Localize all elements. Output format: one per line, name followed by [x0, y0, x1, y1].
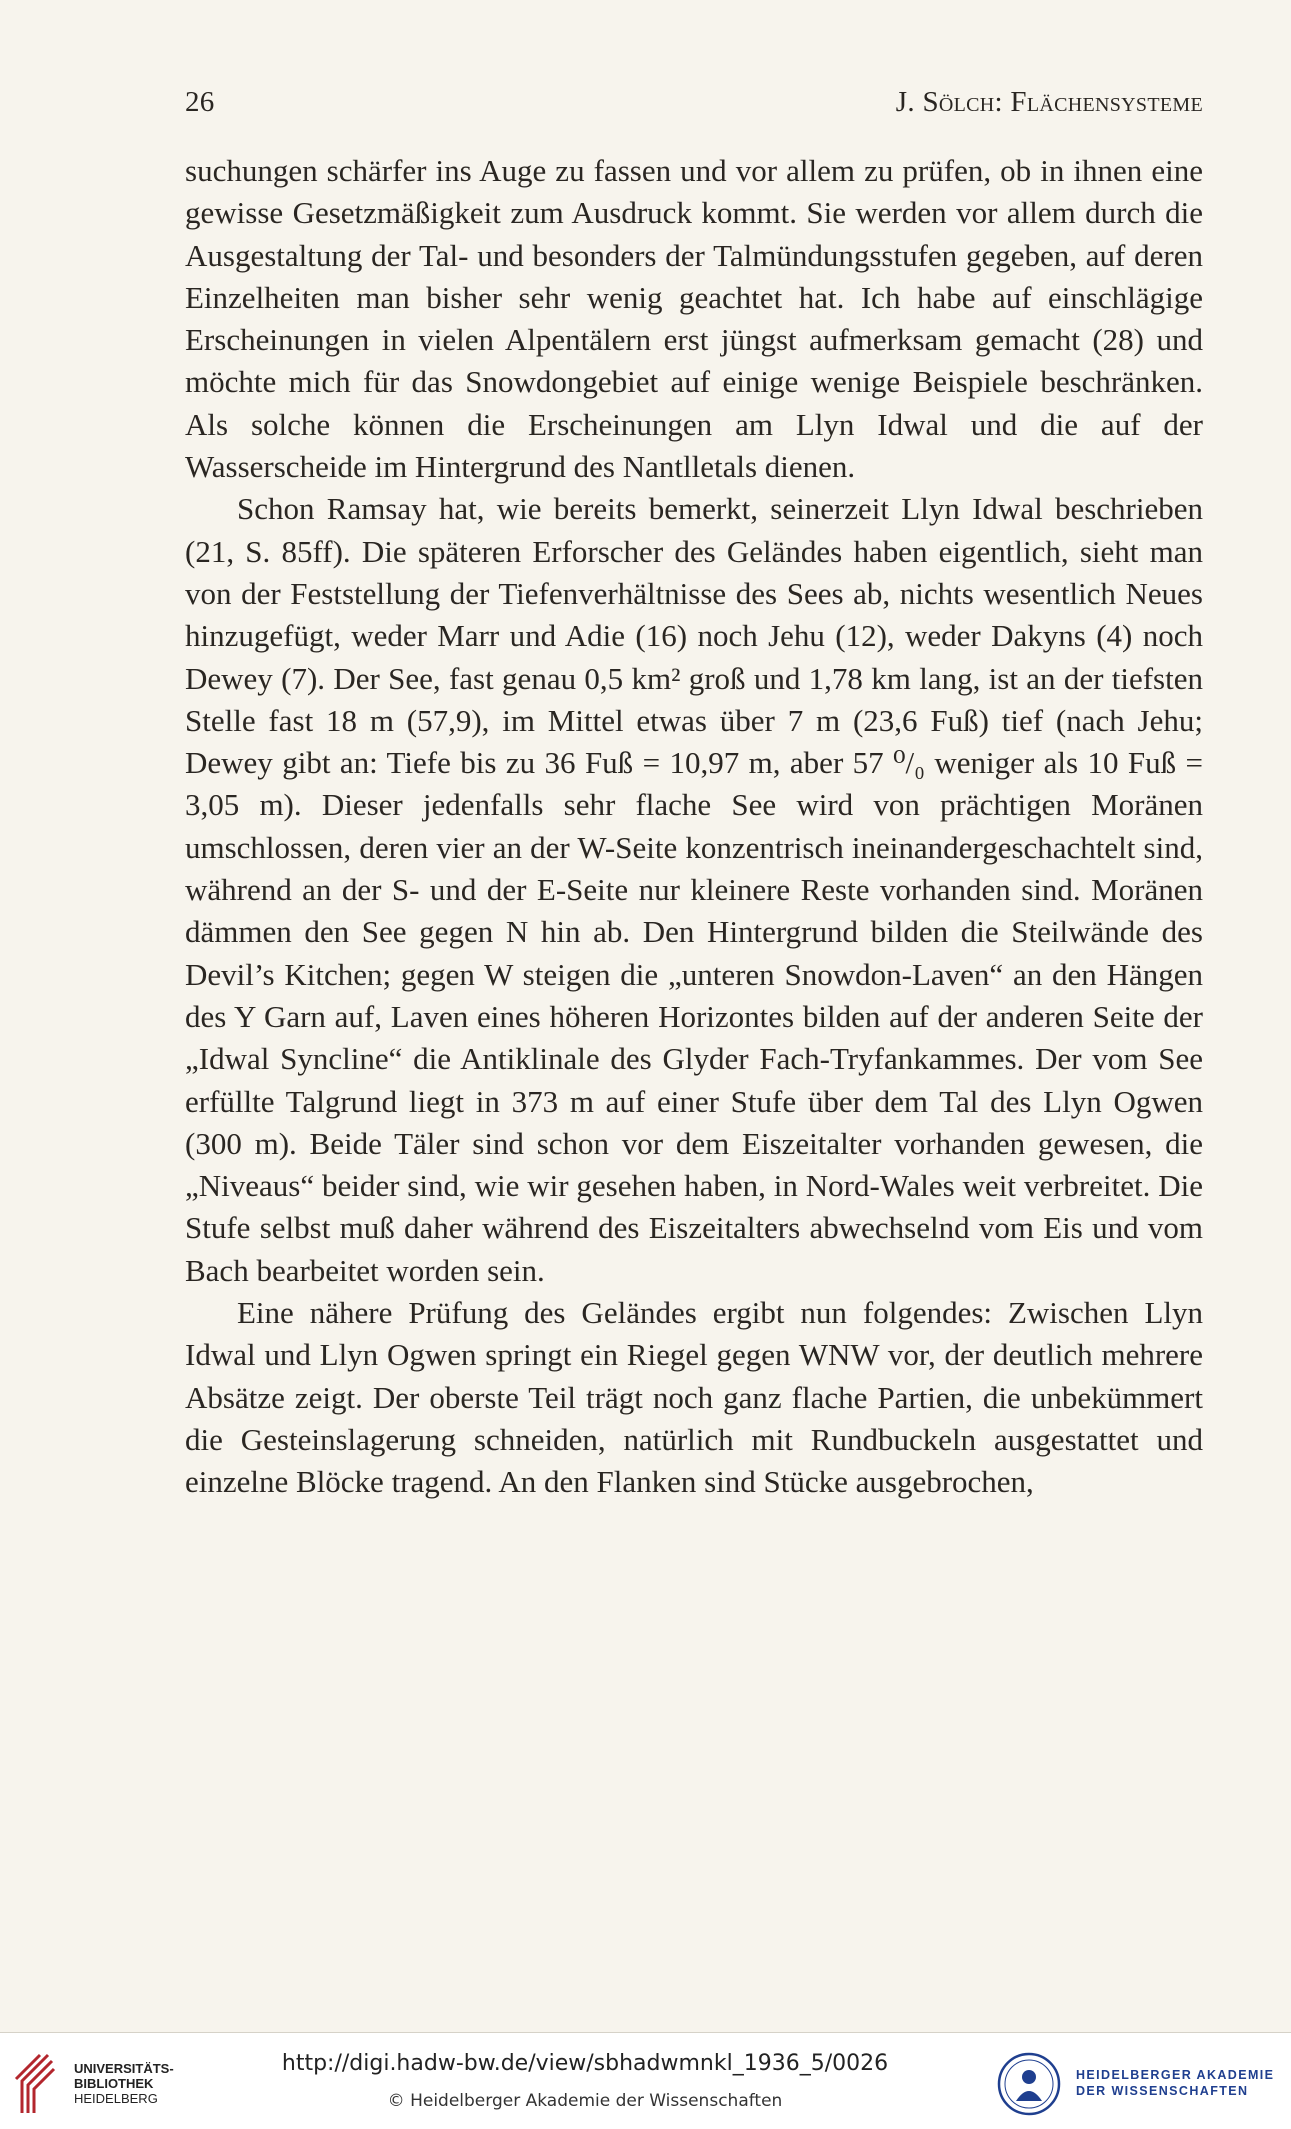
library-name-line2: BIBLIOTHEK — [74, 2076, 154, 2091]
academy-name — [1076, 2067, 1274, 2099]
paragraph-3: Eine nähere Prüfung des Geländes ergibt nun folgendes: Zwischen Llyn Idwal und Llyn Ogwen springt ein Riegel gegen WNW vor, der deutlich mehrere Absätze zeigt. Der oberste Teil trägt noch ganz flache Partien, die unbekümmert die Gesteinslagerung schneiden, natürlich mit Rundbuckeln ausgestattet und einzelne Blöcke tragend. An den Flanken sind Stücke ausgebrochen, — [185, 1295, 1203, 1500]
permalink-url[interactable]: http://digi.hadw-bw.de/view/sbhadwmnkl_1936_5/0026 — [281, 2051, 889, 2076]
running-header — [185, 86, 1203, 126]
running-title: J. Sölch: Flächensysteme — [895, 86, 1203, 118]
academy-name-line1: HEIDELBERGER AKADEMIE — [1076, 2068, 1275, 2082]
copyright-notice: © Heidelberger Akademie der Wissenschaften — [387, 2091, 783, 2111]
body-text — [185, 150, 1203, 1504]
viewer-footer — [0, 2032, 1291, 2129]
library-name-line3: HEIDELBERG — [74, 2091, 158, 2106]
paragraph-2: Schon Ramsay hat, wie bereits bemerkt, seinerzeit Llyn Idwal beschrieben (21, S. 85ff). Die späteren Erforscher des Geländes haben eigentlich, sieht man von der Feststellung der Tiefenverhältnisse des Sees ab, nichts wesentlich Neues hinzugefügt, weder Marr und Adie (16) noch Jehu (12), weder Dakyns (4) noch Dewey (7). Der See, fast genau 0,5 km² groß und 1,78 km lang, ist an der tiefsten Stelle fast 18 m (57,9), im Mittel etwas über 7 m (23,6 Fuß) tief (nach Jehu; Dewey gibt an: Tiefe bis zu 36 Fuß = 10,97 m, aber 57 ⁰/₀ weniger als 10 Fuß = 3,05 m). Dieser jedenfalls sehr flache See wird von prächtigen Moränen umschlossen, deren vier an der W-Seite konzentrisch ineinandergeschachtelt sind, während an der S- und der E-Seite nur kleinere Reste vorhanden sind. Moränen dämmen den See gegen N hin ab. Den Hintergrund bilden die Steilwände des Devil’s Kitchen; gegen W steigen die „unteren Snowdon-Laven“ an den Hängen des Y Garn auf, Laven eines höheren Horizontes bilden auf der anderen Seite der „Idwal Syncline“ die Antiklinale des Glyder Fach-Tryfankammes. Der vom See erfüllte Talgrund liegt in 373 m auf einer Stufe über dem Tal des Llyn Ogwen (300 m). Beide Täler sind schon vor dem Eiszeitalter vorhanden gewesen, die „Niveaus“ beider sind, wie wir gesehen haben, in Nord-Wales weit verbreitet. Die Stufe selbst muß daher während des Eiszeitalters abwechselnd vom Eis und vom Bach bearbeitet worden sein. — [185, 491, 1203, 1288]
paragraph-1: suchungen schärfer ins Auge zu fassen und vor allem zu prüfen, ob in ihnen eine gewisse Gesetzmäßigkeit zum Ausdruck kommt. Sie werden vor allem durch die Ausgestaltung der Tal- und besonders der Talmündungsstufen gegeben, auf deren Einzelheiten man bisher sehr wenig geachtet hat. Ich habe auf einschlägige Erscheinungen in vielen Alpentälern erst jüngst aufmerksam gemacht (28) und möchte mich für das Snowdongebiet auf einige wenige Beispiele beschränken. Als solche können die Erscheinungen am Llyn Idwal und die auf der Wasserscheide im Hintergrund des Nantlletals dienen. — [185, 153, 1203, 485]
hadw-seal-icon — [996, 2051, 1062, 2117]
ub-heidelberg-logo-icon — [12, 2051, 56, 2117]
library-name-line1: UNIVERSITÄTS- — [74, 2061, 174, 2076]
academy-name-line2: DER WISSENSCHAFTEN — [1076, 2084, 1249, 2098]
library-name — [74, 2061, 174, 2106]
page-number: 26 — [185, 86, 215, 118]
